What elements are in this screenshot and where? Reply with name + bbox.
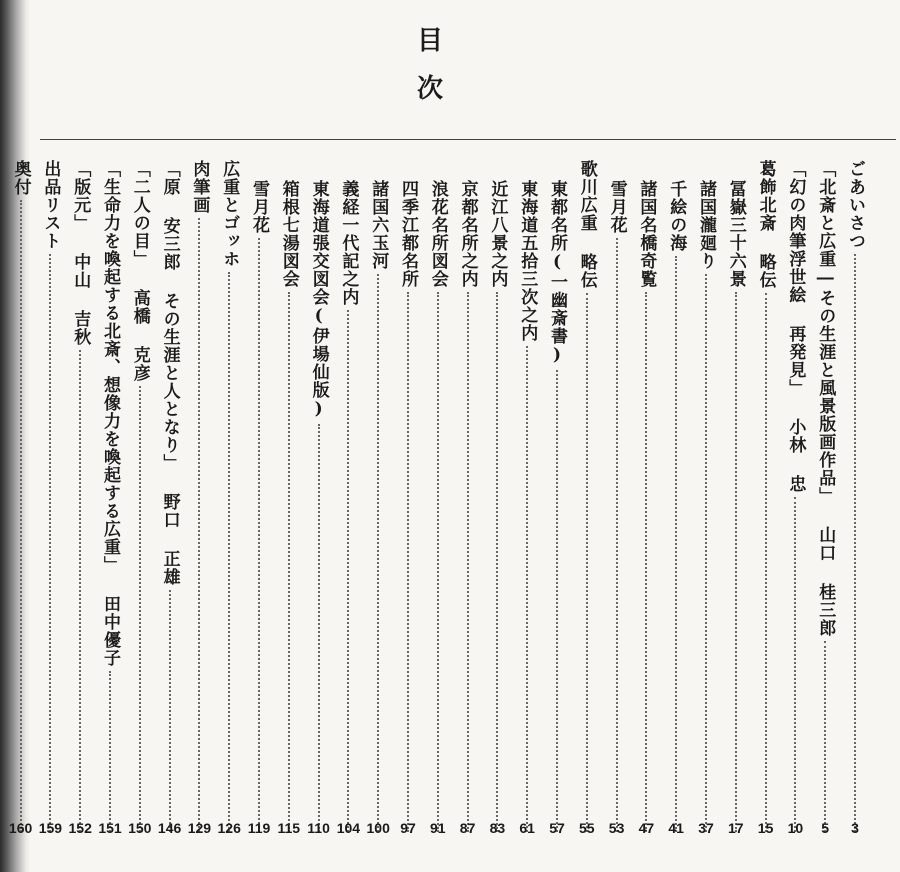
- toc-leader-dots: [109, 671, 111, 832]
- toc-entry-toto-meisho[interactable]: [546, 160, 568, 836]
- toc-page-number: 115: [277, 820, 301, 836]
- toc-entry-title: 冨嶽三十六景: [725, 180, 746, 288]
- toc-page-number: 160: [8, 820, 33, 836]
- toc-entry-hakone[interactable]: [278, 160, 300, 836]
- page-title-char-1: 目: [416, 26, 443, 56]
- toc-leader-dots: [616, 238, 618, 832]
- toc-leader-dots: [675, 256, 677, 832]
- toc-entry-note: (一幽斎書): [547, 252, 567, 366]
- toc-entry-title: 箱根七湯図会: [278, 180, 299, 288]
- toc-entry-title: 葛飾北斎 略伝: [755, 160, 776, 289]
- toc-leader-dots: [526, 346, 528, 832]
- toc-entry-title: 雪月花: [606, 180, 627, 234]
- toc-leader-dots: [258, 238, 260, 832]
- toc-leader-dots: [407, 292, 409, 832]
- toc-page-number: 3: [851, 820, 859, 836]
- toc-leader-dots: [735, 292, 737, 832]
- toc-leader-dots: [377, 274, 379, 832]
- toc-entry-title: 千絵の海: [666, 180, 687, 252]
- toc-leader-dots: [794, 497, 796, 832]
- toc-entry-title: 出品リスト: [40, 160, 61, 250]
- toc-entry-shuppin-list[interactable]: [39, 160, 61, 836]
- toc-entry-title: 諸国瀧廻り: [696, 180, 716, 270]
- toc-entry-kyoto-meisho[interactable]: [457, 160, 479, 836]
- toc-page-number: 150: [128, 820, 152, 836]
- toc-entry-title: 「原 安三郎 その生涯と人となり」 野口 正雄: [159, 160, 180, 586]
- toc-entry-title: 四季江都名所: [398, 180, 418, 288]
- toc-page-number: 146: [157, 820, 182, 836]
- toc-entry-title: 諸国名橋奇覧: [636, 180, 657, 288]
- toc-page-number: 47: [638, 820, 655, 836]
- toc-entry-shiki-edo[interactable]: [397, 160, 419, 836]
- toc-page-number: 15: [757, 820, 774, 836]
- toc-entry-tokaido-harimaze[interactable]: [308, 160, 330, 836]
- toc-leader-dots: [705, 274, 707, 832]
- toc-entry-naniwa-meisho[interactable]: [427, 160, 449, 836]
- toc-leader-dots: [20, 200, 22, 832]
- toc-entry-hiroshige-gogh[interactable]: [218, 160, 240, 836]
- toc-entry-title: 「幻の肉筆浮世絵 再発見」 小林 忠: [785, 160, 806, 493]
- toc-leader-dots: [765, 293, 767, 832]
- toc-page-number: 10: [787, 820, 804, 836]
- page-title-char-2: 次: [416, 74, 443, 104]
- toc-entry-title: 義経一代記之内: [338, 180, 359, 306]
- toc-page-number: 100: [366, 820, 390, 836]
- toc-page-number: 91: [430, 820, 446, 836]
- toc-page-number: 104: [336, 820, 361, 836]
- toc-page-number: 55: [579, 820, 595, 836]
- toc-page-number: 57: [549, 820, 565, 836]
- toc-entry-title: 「生命力を喚起する北斎、想像力を喚起する広重」 田中優子: [100, 160, 120, 667]
- toc-page-number: 129: [187, 820, 212, 836]
- toc-entry-futari-no-me[interactable]: [129, 160, 151, 836]
- toc-leader-dots: [645, 292, 647, 832]
- toc-leader-dots: [437, 292, 439, 832]
- toc-entry-setsugekka-2[interactable]: [248, 160, 270, 836]
- toc-page-number: 97: [400, 820, 416, 836]
- toc-page-number: 87: [459, 820, 476, 836]
- toc-entry-shokoku-mutamagawa[interactable]: [367, 160, 389, 836]
- toc-leader-dots: [139, 386, 141, 832]
- toc-page-number: 41: [668, 820, 684, 836]
- toc-page-number: 17: [728, 820, 744, 836]
- toc-entry-hokusai-ryakuden[interactable]: [755, 160, 777, 836]
- toc-entry-title: 東都名所: [547, 180, 567, 252]
- toc-entry-title: 奥付: [10, 160, 31, 196]
- toc-entry-fugaku[interactable]: [725, 160, 747, 836]
- toc-entry-title: 歌川広重 略伝: [576, 160, 597, 289]
- toc-leader-dots: [556, 370, 558, 832]
- toc-page-number: 151: [98, 820, 122, 836]
- toc-entry-hokusai-hiroshige[interactable]: [814, 160, 836, 836]
- toc-page-number: 126: [217, 820, 241, 836]
- toc-leader-dots: [467, 292, 469, 832]
- toc-entry-hara-yasusaburo[interactable]: [159, 160, 181, 836]
- toc-entry-title: ごあいさつ: [845, 160, 865, 250]
- toc-entry-title: 近江八景之内: [487, 180, 508, 288]
- toc-entry-hiroshige-ryakuden[interactable]: [576, 160, 598, 836]
- toc-leader-dots: [288, 292, 290, 832]
- toc-entry-title: 雪月花: [249, 180, 269, 234]
- toc-page-number: 61: [519, 820, 535, 836]
- toc-page-number: 5: [821, 820, 830, 836]
- toc-page-number: 53: [608, 820, 625, 836]
- toc-entry-chie-no-umi[interactable]: [665, 160, 687, 836]
- toc-entry-title: 「二人の目」 高橋 克彦: [129, 160, 150, 382]
- toc-leader-dots: [318, 424, 320, 832]
- toc-page-number: 83: [489, 820, 506, 836]
- toc-entry-title: 広重とゴッホ: [219, 160, 240, 268]
- toc-leader-dots: [854, 254, 856, 832]
- toc-page-number: 152: [68, 820, 92, 836]
- toc-entry-title: 「版元」 中山 吉秋: [70, 160, 91, 346]
- toc-leader-dots: [496, 292, 498, 832]
- toc-page-number: 37: [698, 820, 714, 836]
- toc-entry-tokaido-53[interactable]: [516, 160, 538, 836]
- toc-entry-title: 京都名所之内: [457, 180, 478, 288]
- toc-page-number: 119: [247, 820, 271, 836]
- toc-entry-shokoku-taki[interactable]: [695, 160, 717, 836]
- toc-entry-shokoku-meikyo[interactable]: [635, 160, 657, 836]
- toc-entry-omi-hakkei[interactable]: [486, 160, 508, 836]
- toc-leader-dots: [824, 641, 826, 832]
- toc-page-number: 110: [307, 820, 330, 836]
- toc-page-number: 159: [38, 820, 63, 836]
- toc-entry-title: 肉筆画: [189, 160, 210, 214]
- toc-entry-nikuhitsu[interactable]: [188, 160, 210, 836]
- toc-entry-title: 諸国六玉河: [368, 180, 389, 270]
- toc-leader-dots: [169, 590, 171, 832]
- toc-entry-maboroshi[interactable]: [784, 160, 806, 836]
- toc-entry-seimeiryoku[interactable]: [99, 160, 121, 836]
- toc-leader-dots: [79, 350, 81, 832]
- toc-entry-note: (伊場仙版): [308, 306, 329, 420]
- toc-leader-dots: [49, 254, 51, 832]
- toc-entry-okuzuke[interactable]: [10, 160, 32, 836]
- toc-leader-dots: [198, 218, 200, 832]
- toc-entry-gikeiki[interactable]: [337, 160, 359, 836]
- toc-entry-title: 「北斎と広重―その生涯と風景版画作品」 山口 桂三郎: [815, 160, 836, 637]
- toc-entry-hanmoto[interactable]: [69, 160, 91, 836]
- toc-leader-dots: [347, 310, 349, 832]
- toc-entry-title: 浪花名所図会: [427, 180, 448, 288]
- toc-entry-goaisatsu[interactable]: [844, 160, 866, 836]
- toc-entry-setsugekka-1[interactable]: [606, 160, 628, 836]
- toc-entry-title: 東海道五拾三次之内: [517, 180, 538, 342]
- toc-leader-dots: [586, 293, 588, 832]
- toc-entry-title: 東海道張交図会: [308, 180, 329, 306]
- toc-leader-dots: [228, 272, 230, 832]
